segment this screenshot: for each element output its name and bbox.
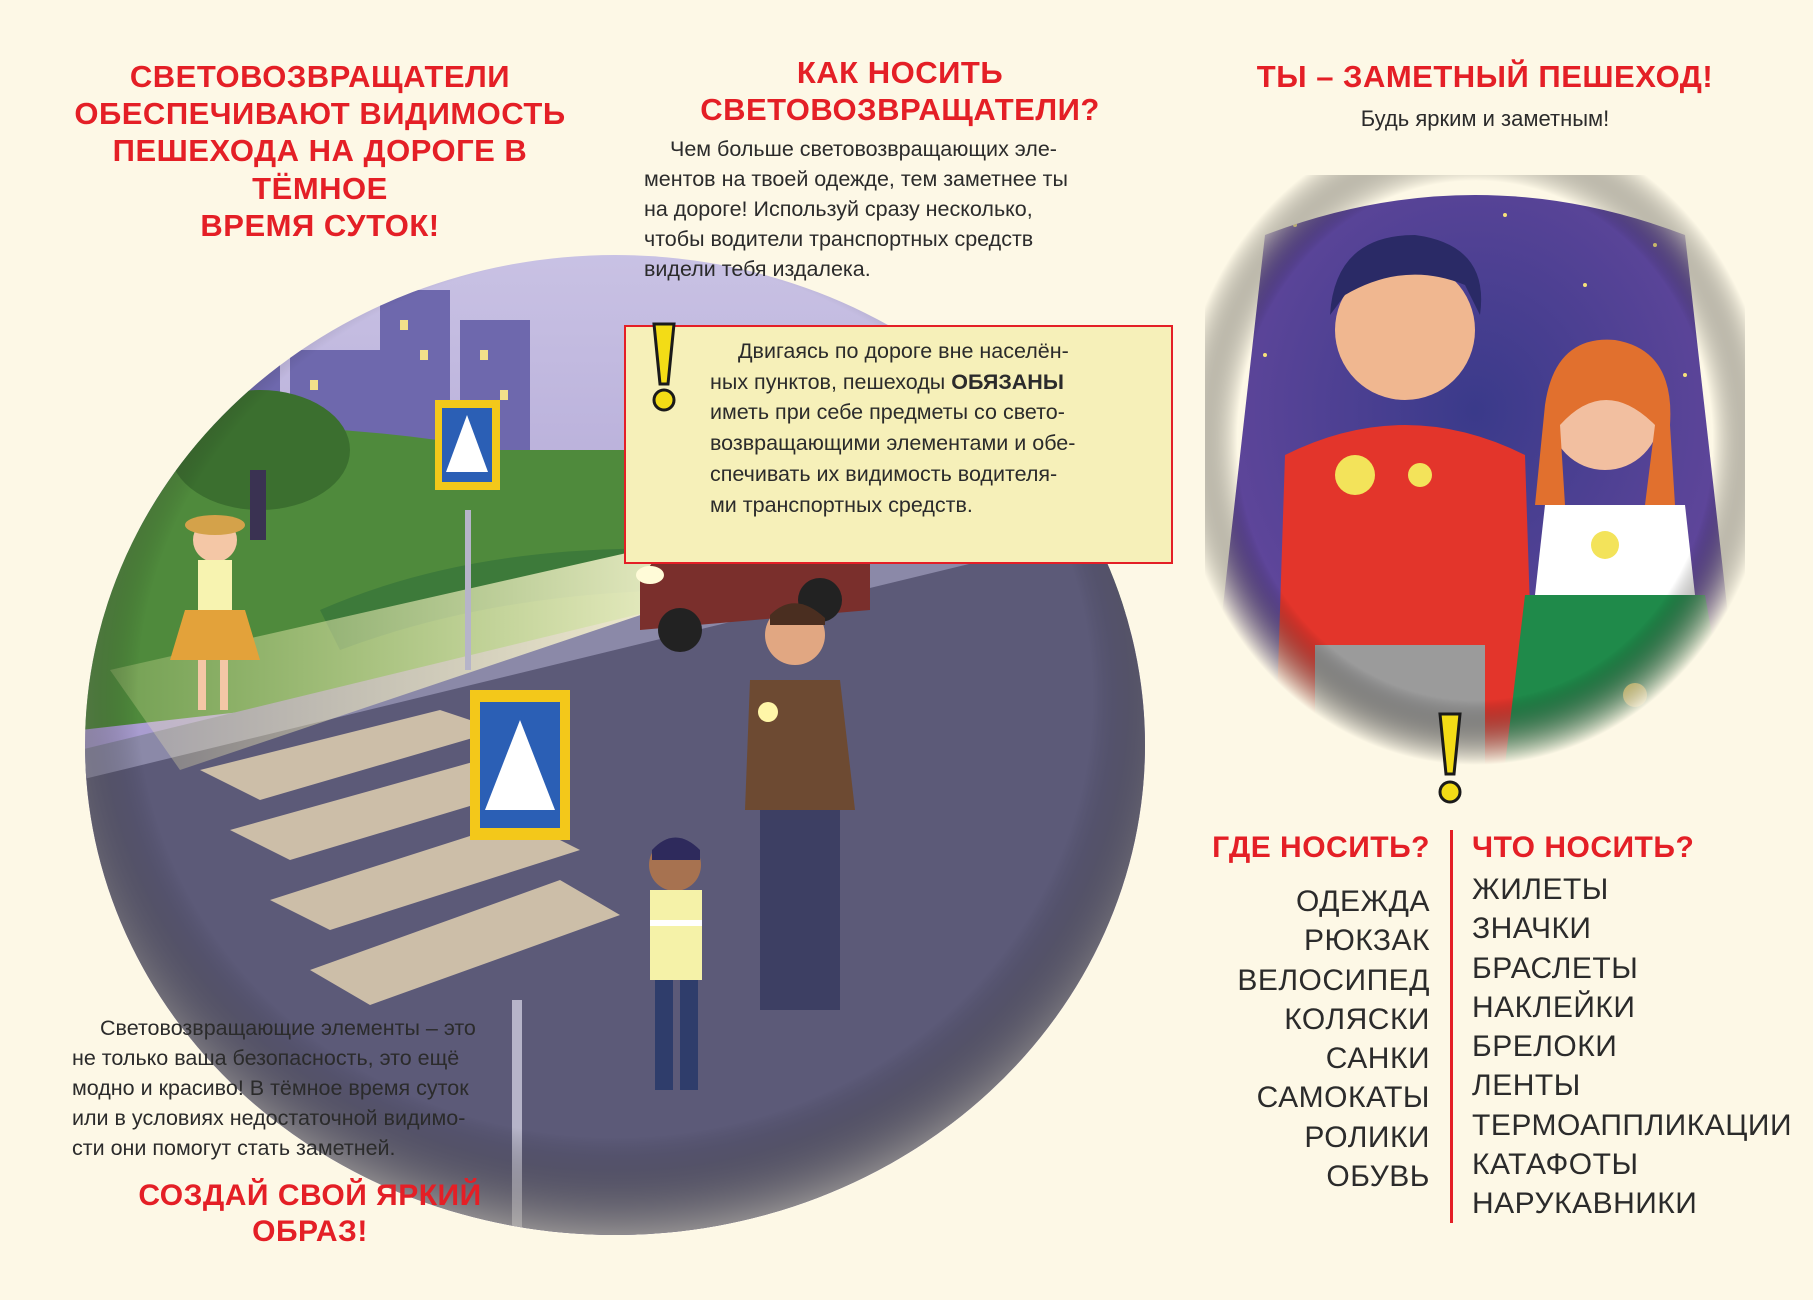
notice-obligation-word: ОБЯЗАНЫ (951, 369, 1064, 394)
col2-title-line: СВЕТОВОЗВРАЩАТЕЛИ? (700, 92, 1100, 128)
col1-title-line: ПЕШЕХОДА НА ДОРОГЕ В ТЁМНОЕ (112, 133, 528, 206)
what-item: КАТАФОТЫ (1472, 1148, 1639, 1182)
what-item: ЗНАЧКИ (1472, 912, 1592, 946)
what-item: БРАСЛЕТЫ (1472, 951, 1639, 985)
col1-body-line: модно и красиво! В тёмное время суток (72, 1076, 469, 1101)
where-item: САНКИ (1325, 1042, 1430, 1076)
col1-body-line: не только ваша безопасность, это ещё (72, 1046, 460, 1071)
col2-intro-line: на дороге! Используй сразу несколько, (644, 197, 1033, 222)
notice-line-text: ных пунктов, пешеходы (710, 369, 946, 394)
what-item: ЛЕНТЫ (1472, 1069, 1581, 1103)
notice-line: иметь при себе предметы со свето- (710, 400, 1065, 425)
where-item: ОБУВЬ (1326, 1160, 1430, 1194)
what-item: БРЕЛОКИ (1472, 1030, 1618, 1064)
where-item: КОЛЯСКИ (1284, 1002, 1430, 1036)
col2-intro-line: Чем больше световозвращающих эле- (670, 137, 1057, 161)
col1-title-line: СВЕТОВОЗВРАЩАТЕЛИ (129, 59, 511, 94)
what-item: ЖИЛЕТЫ (1472, 873, 1609, 906)
what-list (1472, 870, 1793, 1224)
where-list (1180, 882, 1430, 1196)
where-item: ОДЕЖДА (1295, 885, 1430, 918)
col1-body (72, 1013, 542, 1163)
where-item: САМОКАТЫ (1256, 1081, 1430, 1115)
where-item: РЮКЗАК (1303, 924, 1430, 958)
notice-line: возвращающими элементами и обе- (710, 431, 1076, 456)
col2-intro-line: видели тебя издалека. (644, 257, 871, 282)
col1-body-line: или в условиях недостаточной видимо- (72, 1106, 466, 1131)
col1-body-line: сти они помогут стать заметней. (72, 1136, 396, 1161)
legal-notice-text (710, 336, 1140, 520)
col2-intro (644, 134, 1156, 284)
what-item: ТЕРМОАППЛИКАЦИИ (1472, 1108, 1793, 1142)
what-item: НАРУКАВНИКИ (1472, 1187, 1698, 1221)
where-item: РОЛИКИ (1304, 1120, 1430, 1154)
where-item: ВЕЛОСИПЕД (1237, 963, 1430, 997)
warning-exclamation-icon (1434, 712, 1466, 806)
list-divider (1450, 830, 1453, 1223)
col3-subtitle: Будь ярким и заметным! (1360, 106, 1610, 131)
where-title: ГДЕ НОСИТЬ? (1212, 831, 1430, 864)
col2-title (630, 54, 1170, 128)
notice-line (710, 367, 1140, 398)
col2-intro-line: чтобы водители транспортных средств (644, 227, 1034, 252)
col1-title-line: ОБЕСПЕЧИВАЮТ ВИДИМОСТЬ (74, 96, 566, 132)
notice-line: Двигаясь по дороге вне населён- (738, 339, 1069, 363)
what-item: НАКЛЕЙКИ (1472, 990, 1636, 1024)
col3-title: ТЫ – ЗАМЕТНЫЙ ПЕШЕХОД! (1256, 59, 1714, 94)
col1-title (70, 58, 570, 244)
warning-exclamation-icon (648, 322, 680, 414)
notice-line: ми транспортных средств. (710, 492, 973, 517)
notice-line: спечивать их видимость водителя- (710, 461, 1058, 486)
children-illustration (1205, 175, 1745, 765)
col1-title-line: ВРЕМЯ СУТОК! (200, 207, 440, 243)
col2-title-line: КАК НОСИТЬ (796, 55, 1004, 90)
col2-intro-line: ментов на твоей одежде, тем заметнее ты (644, 167, 1068, 192)
col1-slogan: СОЗДАЙ СВОЙ ЯРКИЙ ОБРАЗ! (138, 1179, 482, 1248)
what-title: ЧТО НОСИТЬ? (1472, 831, 1695, 864)
col1-body-line: Световозвращающие элементы – это (100, 1016, 476, 1040)
